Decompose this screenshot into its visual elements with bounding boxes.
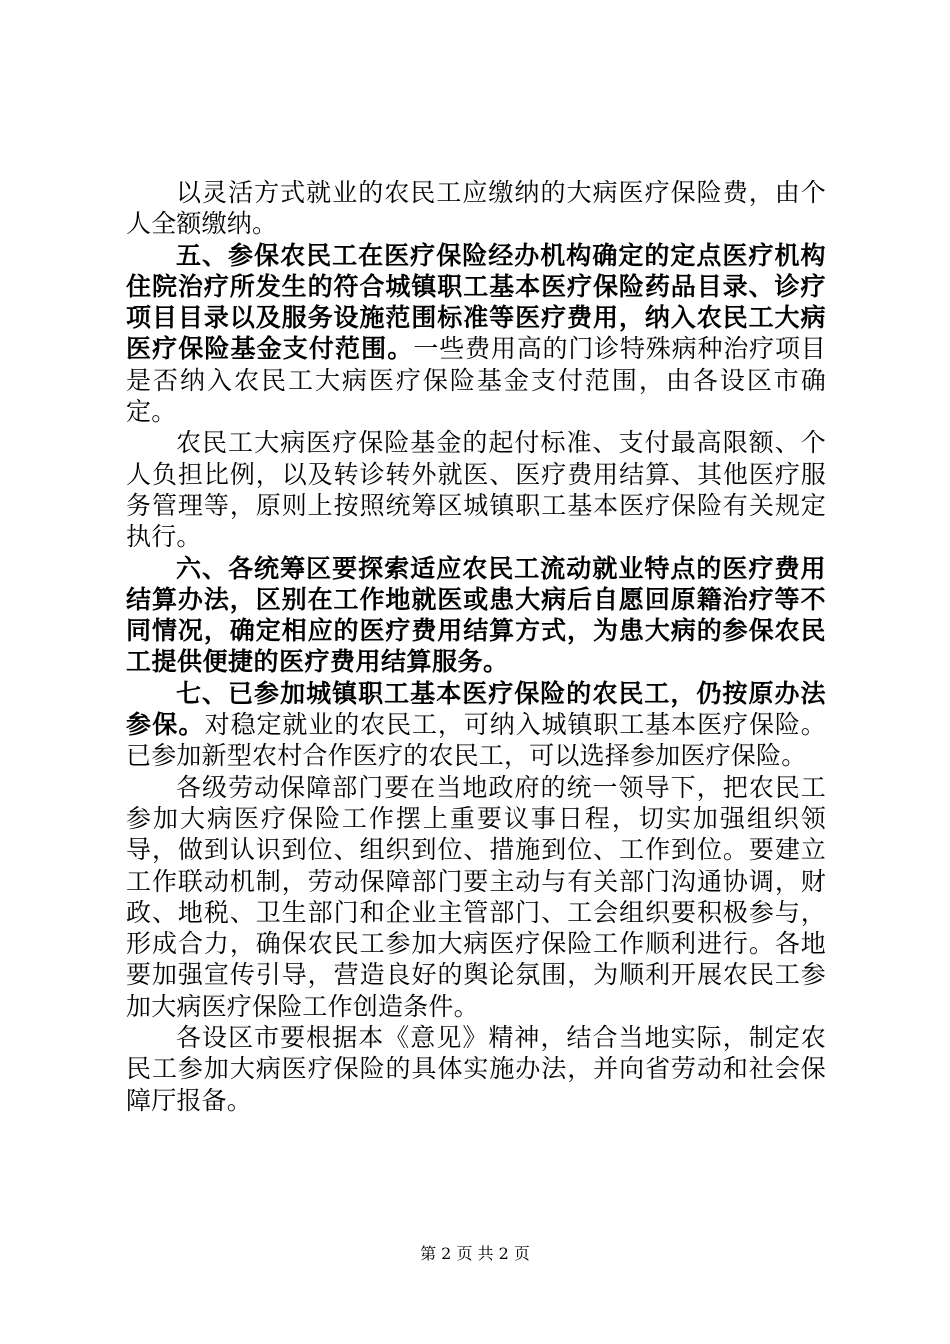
paragraph-6 [126,772,826,1022]
paragraph-3-text: 农民工大病医疗保险基金的起付标准、支付最高限额、个人负担比例，以及转诊转外就医、医疗费用结算、其他医疗服务管理等，原则上按照统筹区城镇职工基本医疗保险有关规定执行。 [126,428,826,552]
paragraph-6-text: 各级劳动保障部门要在当地政府的统一领导下，把农民工参加大病医疗保险工作摆上重要议事日程，切实加强组织领导，做到认识到位、组织到位、措施到位、工作到位。要建立工作联动机制，劳动保障部门要主动与有关部门沟通协调，财政、地税、卫生部门和企业主管部门、工会组织要积极参与，形成合力，确保农民工参加大病医疗保险工作顺利进行。各地要加强宣传引导，营造良好的舆论氛围，为顺利开展农民工参加大病医疗保险工作创造条件。 [126,772,826,1021]
document-body [126,177,826,1116]
paragraph-7 [126,1022,826,1116]
paragraph-4-section-six [126,553,826,678]
paragraph-1-text: 以灵活方式就业的农民工应缴纳的大病医疗保险费，由个人全额缴纳。 [126,178,826,239]
paragraph-5-section-seven [126,678,826,772]
paragraph-2-heading: 五、参保农民工在医疗保险经办机构确定的定点医疗机构住院治疗所发生的符合城镇职工基本医疗保险药品目录、诊疗项目目录以及服务设施范围标准等医疗费用，纳入农民工大病医疗保险基金支付范围。 [126,240,826,364]
page-number-footer: 第 2 页 共 2 页 [420,1244,530,1263]
paragraph-4-heading: 六、各统筹区要探索适应农民工流动就业特点的医疗费用结算办法，区别在工作地就医或患大病后自愿回原籍治疗等不同情况，确定相应的医疗费用结算方式，为患大病的参保农民工提供便捷的医疗费用结算服务。 [126,553,826,677]
paragraph-5-text: 对稳定就业的农民工，可纳入城镇职工基本医疗保险。已参加新型农村合作医疗的农民工，可以选择参加医疗保险。 [126,710,826,771]
paragraph-2-text: 一些费用高的门诊特殊病种治疗项目是否纳入农民工大病医疗保险基金支付范围，由各设区市确定。 [126,334,826,427]
paragraph-2-section-five [126,240,826,428]
paragraph-5-heading: 七、已参加城镇职工基本医疗保险的农民工，仍按原办法参保。 [126,678,826,740]
paragraph-1 [126,177,826,240]
paragraph-3 [126,427,826,552]
paragraph-7-text: 各设区市要根据本《意见》精神，结合当地实际，制定农民工参加大病医疗保险的具体实施办法，并向省劳动和社会保障厅报备。 [126,1023,826,1115]
